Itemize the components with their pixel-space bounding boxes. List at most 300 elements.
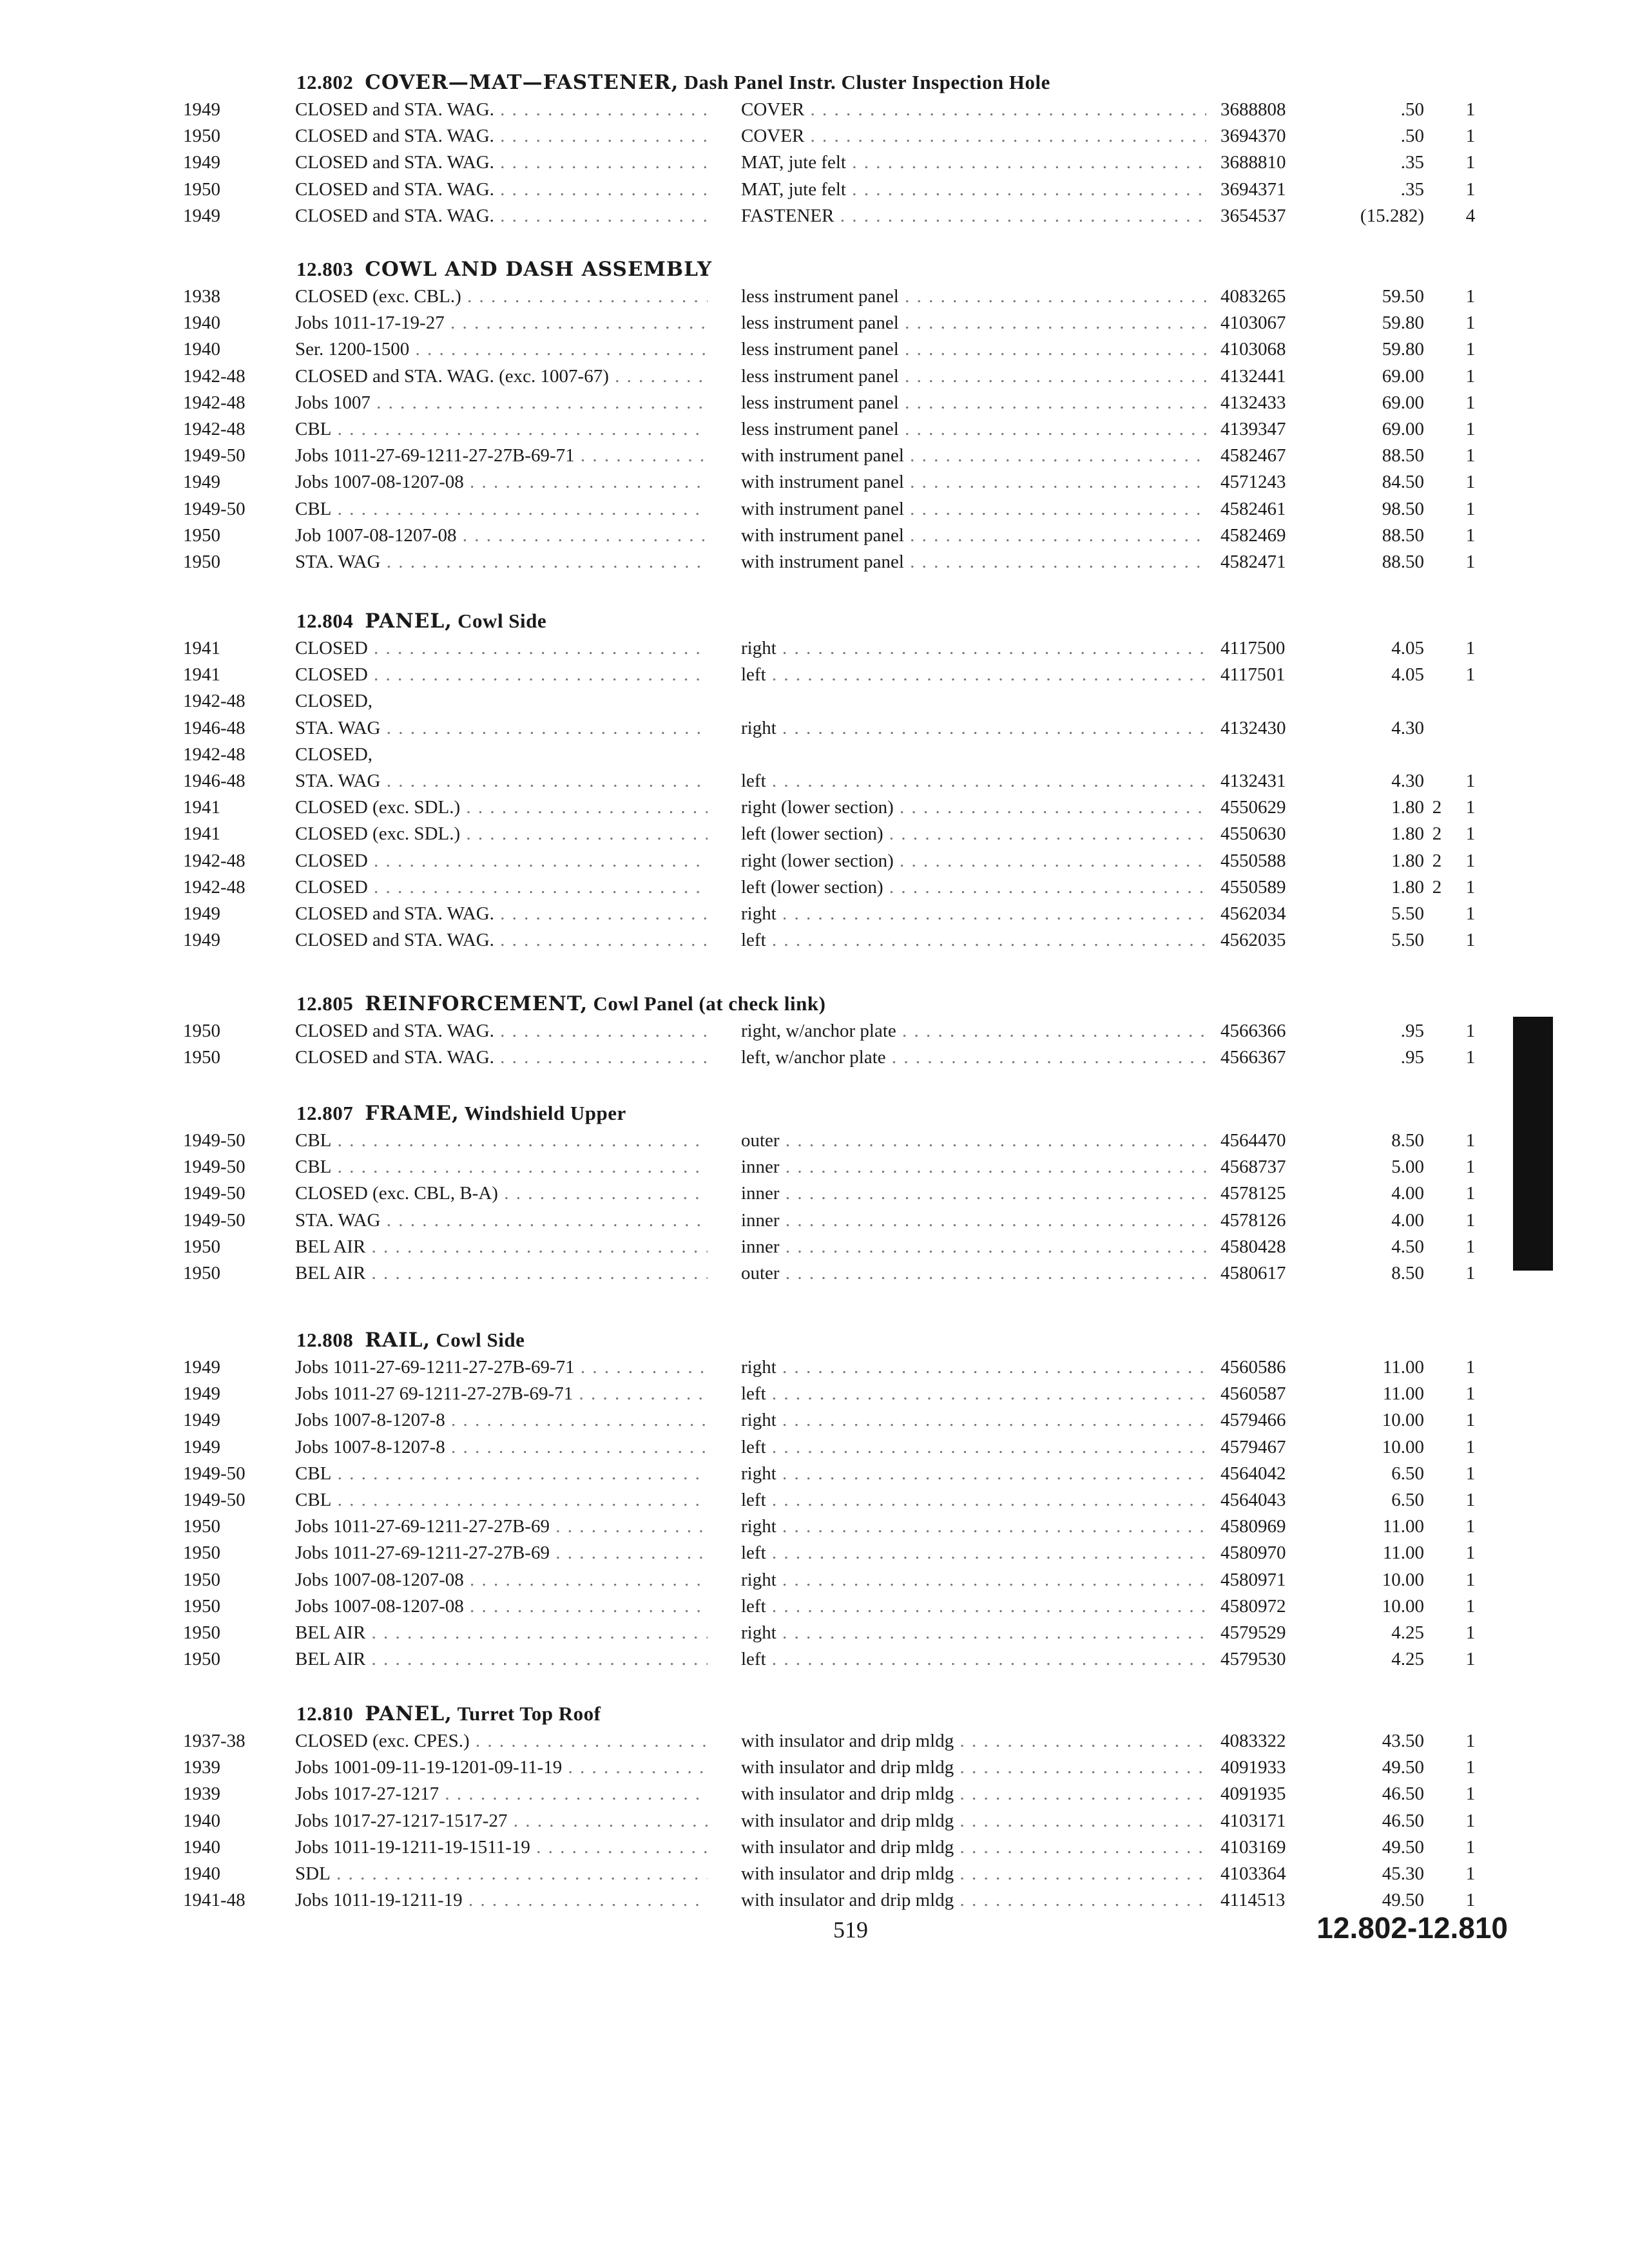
- list-price: 4.25: [1391, 1622, 1424, 1643]
- table-row: [0, 768, 1629, 794]
- quantity-group: [1425, 1487, 1449, 1514]
- part-number: 4564043: [1220, 1490, 1286, 1510]
- body-model: CLOSED and STA. WAG. . . .: [295, 927, 708, 954]
- quantity: 1: [1465, 1731, 1476, 1751]
- model-year: 1941: [183, 664, 220, 686]
- part-number: 4132441: [1220, 365, 1286, 387]
- quantity: 1: [1465, 1021, 1476, 1041]
- part-description: left . . .: [741, 662, 1206, 688]
- part-description: left (lower section) . . .: [741, 874, 1206, 901]
- quantity: 4: [1465, 205, 1476, 226]
- quantity: 1: [1465, 638, 1476, 658]
- table-row: [0, 1540, 1629, 1566]
- list-price: 11.00: [1382, 1542, 1424, 1564]
- quantity-group: 2: [1432, 797, 1442, 818]
- model-year: 1946-48: [183, 771, 246, 791]
- part-description: left . . .: [741, 1381, 1206, 1407]
- body-model: CLOSED (exc. CBL.) . . .: [295, 284, 708, 310]
- list-price: 69.00: [1382, 365, 1424, 387]
- quantity: 1: [1465, 365, 1476, 387]
- table-row: [0, 1646, 1629, 1673]
- part-description: with insulator and drip mldg . . .: [741, 1808, 1206, 1834]
- quantity: 1: [1465, 1569, 1476, 1590]
- list-price: 1.80: [1391, 850, 1424, 871]
- quantity: 1: [1465, 664, 1476, 686]
- part-number: 4564042: [1220, 1463, 1286, 1484]
- body-model: CLOSED and STA. WAG. . . .: [295, 177, 708, 203]
- body-model: Jobs 1011-27-69-1211-27-27B-69-71 . . .: [295, 443, 708, 469]
- list-price: 84.50: [1382, 472, 1424, 493]
- quantity: 1: [1465, 419, 1476, 439]
- quantity-group: [1425, 1781, 1449, 1807]
- body-model: CLOSED and STA. WAG. . . .: [295, 1018, 708, 1044]
- quantity-group: [1425, 149, 1449, 176]
- list-price: .35: [1400, 178, 1424, 200]
- model-year: 1941: [183, 638, 220, 658]
- list-price: 8.50: [1391, 1263, 1424, 1283]
- model-year: 1942-48: [183, 691, 246, 712]
- part-number: 4103171: [1220, 1810, 1286, 1831]
- table-row: [0, 336, 1629, 363]
- part-number: 4564470: [1220, 1130, 1286, 1151]
- part-number: 4578125: [1220, 1183, 1286, 1204]
- list-price: 46.50: [1382, 1810, 1424, 1831]
- model-year: 1937-38: [183, 1731, 246, 1751]
- part-description: inner . . .: [741, 1154, 1206, 1180]
- table-row: [0, 363, 1629, 390]
- list-price: 6.50: [1391, 1490, 1424, 1510]
- quantity-group: [1425, 390, 1449, 416]
- quantity-group: [1425, 1018, 1449, 1044]
- quantity: 1: [1465, 286, 1476, 307]
- part-description: right . . .: [741, 1461, 1206, 1487]
- body-model: Jobs 1011-17-19-27 . . .: [295, 310, 708, 336]
- part-description: left, w/anchor plate . . .: [741, 1044, 1206, 1071]
- body-model: CLOSED (exc. CBL, B-A) . . .: [295, 1180, 708, 1207]
- model-year: 1949: [183, 205, 220, 226]
- list-price: 8.50: [1391, 1130, 1424, 1151]
- quantity-group: [1425, 1540, 1449, 1566]
- body-model: Jobs 1007-08-1207-08 . . .: [295, 469, 708, 495]
- section-number: 12.804: [296, 610, 354, 632]
- part-number: 3694371: [1220, 178, 1286, 200]
- part-description: right, w/anchor plate . . .: [741, 1018, 1206, 1044]
- body-model: Jobs 1011-27 69-1211-27-27B-69-71 . . .: [295, 1381, 708, 1407]
- table-row: [0, 1381, 1629, 1407]
- part-number: 4083265: [1220, 286, 1286, 307]
- table-row: [0, 1620, 1629, 1646]
- quantity: 1: [1465, 1157, 1476, 1178]
- part-number: 4580972: [1220, 1595, 1286, 1617]
- table-row: [0, 1018, 1629, 1044]
- part-number: 4103068: [1220, 339, 1286, 360]
- table-row: [0, 1180, 1629, 1207]
- quantity-group: [1425, 1381, 1449, 1407]
- body-model: CLOSED . . .: [295, 635, 708, 662]
- part-description: right (lower section) . . .: [741, 848, 1206, 874]
- model-year: 1938: [183, 286, 220, 307]
- quantity: 1: [1465, 850, 1476, 871]
- section-title: REINFORCEMENT,: [365, 992, 588, 1015]
- quantity-group: [1425, 1646, 1449, 1673]
- table-row: [0, 1808, 1629, 1834]
- body-model: CLOSED . . .: [295, 874, 708, 901]
- list-price: [1327, 688, 1424, 715]
- model-year: 1949: [183, 903, 220, 924]
- model-year: 1950: [183, 1595, 220, 1617]
- section-range: 12.802-12.810: [1316, 1911, 1508, 1945]
- part-number: 4579466: [1220, 1410, 1286, 1431]
- part-number: 4550630: [1220, 823, 1286, 845]
- quantity: 1: [1465, 1209, 1476, 1231]
- part-number: 4579467: [1220, 1436, 1286, 1457]
- quantity: 1: [1465, 1463, 1476, 1484]
- list-price: 59.80: [1382, 339, 1424, 360]
- list-price: 49.50: [1382, 1757, 1424, 1778]
- section-number: 12.807: [296, 1102, 354, 1124]
- list-price: 43.50: [1382, 1731, 1424, 1751]
- body-model: Jobs 1007-08-1207-08 . . .: [295, 1593, 708, 1620]
- model-year: 1949-50: [183, 1157, 246, 1178]
- list-price: [1327, 742, 1424, 768]
- list-price: 45.30: [1382, 1863, 1424, 1884]
- part-description: less instrument panel . . .: [741, 336, 1206, 363]
- quantity: 1: [1465, 903, 1476, 924]
- quantity: 1: [1465, 1490, 1476, 1510]
- quantity-group: [1425, 1808, 1449, 1834]
- quantity-group: [1425, 1234, 1449, 1260]
- quantity: 1: [1465, 1383, 1476, 1405]
- quantity-group: [1425, 688, 1449, 715]
- list-price: 4.00: [1391, 1183, 1424, 1204]
- body-model: Ser. 1200-1500 . . .: [295, 336, 708, 363]
- model-year: 1946-48: [183, 717, 246, 738]
- quantity: 1: [1465, 797, 1476, 818]
- body-model: CBL . . .: [295, 496, 708, 523]
- part-number: 3688810: [1220, 152, 1286, 173]
- quantity: 1: [1465, 1622, 1476, 1643]
- model-year: 1949-50: [183, 498, 246, 519]
- list-price: 88.50: [1382, 524, 1424, 546]
- part-number: 4132431: [1220, 771, 1286, 791]
- table-row: [0, 1567, 1629, 1593]
- list-price: 4.50: [1391, 1236, 1424, 1257]
- quantity-group: 2: [1432, 850, 1442, 871]
- table-row: [0, 1834, 1629, 1861]
- body-model: CBL . . .: [295, 1487, 708, 1514]
- list-price: 5.00: [1391, 1157, 1424, 1178]
- part-number: 4103067: [1220, 312, 1286, 334]
- table-row: [0, 1128, 1629, 1154]
- section-subtitle: Cowl Side: [458, 610, 547, 632]
- table-row: [0, 203, 1629, 229]
- part-description: right . . .: [741, 1620, 1206, 1646]
- body-model: Jobs 1017-27-1217 . . .: [295, 1781, 708, 1807]
- part-description: FASTENER . . .: [741, 203, 1206, 229]
- model-year: 1949-50: [183, 1130, 246, 1151]
- quantity: 1: [1465, 445, 1476, 466]
- list-price: 4.25: [1391, 1649, 1424, 1670]
- part-description: with insulator and drip mldg . . .: [741, 1781, 1206, 1807]
- part-number: 4580970: [1220, 1542, 1286, 1564]
- list-price: 1.80: [1391, 797, 1424, 818]
- table-row: [0, 1861, 1629, 1887]
- table-row: [0, 1354, 1629, 1381]
- quantity-group: [1425, 635, 1449, 662]
- model-year: 1949-50: [183, 445, 246, 466]
- part-description: right . . .: [741, 635, 1206, 662]
- section-title: RAIL,: [365, 1329, 431, 1352]
- part-number: 4579530: [1220, 1649, 1286, 1670]
- model-year: 1940: [183, 1863, 220, 1884]
- part-description: with insulator and drip mldg . . .: [741, 1861, 1206, 1887]
- part-description: left . . .: [741, 1487, 1206, 1514]
- model-year: 1950: [183, 524, 220, 546]
- table-row: [0, 1044, 1629, 1071]
- quantity-group: [1425, 549, 1449, 575]
- model-year: 1942-48: [183, 392, 246, 413]
- quantity-group: [1425, 203, 1449, 229]
- table-row: [0, 848, 1629, 874]
- table-row: [0, 549, 1629, 575]
- table-row: [0, 1514, 1629, 1540]
- part-description: with instrument panel . . .: [741, 469, 1206, 495]
- part-number: 4566366: [1220, 1021, 1286, 1041]
- table-row: [0, 1234, 1629, 1260]
- list-price: 6.50: [1391, 1463, 1424, 1484]
- quantity-group: [1425, 123, 1449, 149]
- part-number: 4562034: [1220, 903, 1286, 924]
- part-number: [1220, 688, 1330, 715]
- part-description: with insulator and drip mldg . . .: [741, 1834, 1206, 1861]
- list-price: 10.00: [1382, 1436, 1424, 1457]
- model-year: 1939: [183, 1757, 220, 1778]
- table-row: [0, 284, 1629, 310]
- quantity: 1: [1465, 1263, 1476, 1283]
- part-number: 4550588: [1220, 850, 1286, 871]
- table-row: [0, 821, 1629, 847]
- table-row: [0, 662, 1629, 688]
- body-model: Jobs 1007 . . .: [295, 390, 708, 416]
- list-price: 5.50: [1391, 903, 1424, 924]
- list-price: .35: [1400, 152, 1424, 173]
- body-model: CLOSED . . .: [295, 662, 708, 688]
- body-model: STA. WAG . . .: [295, 768, 708, 794]
- body-model: STA. WAG . . .: [295, 715, 708, 742]
- quantity: [1459, 742, 1482, 768]
- table-row: [0, 1260, 1629, 1287]
- quantity: 1: [1465, 771, 1476, 791]
- list-price: 49.50: [1382, 1836, 1424, 1858]
- quantity-group: [1425, 443, 1449, 469]
- part-number: 4550589: [1220, 876, 1286, 898]
- list-price: 1.80: [1391, 823, 1424, 845]
- quantity: 1: [1465, 99, 1476, 120]
- quantity-group: [1425, 1128, 1449, 1154]
- quantity-group: [1425, 1620, 1449, 1646]
- list-price: 11.00: [1382, 1357, 1424, 1378]
- part-number: 3654537: [1220, 205, 1286, 226]
- list-price: 98.50: [1382, 498, 1424, 519]
- body-model: CBL . . .: [295, 1128, 708, 1154]
- part-description: left . . .: [741, 1540, 1206, 1566]
- body-model: Jobs 1007-08-1207-08 . . .: [295, 1567, 708, 1593]
- body-model: CBL . . .: [295, 416, 708, 443]
- list-price: 59.80: [1382, 312, 1424, 334]
- table-row: [0, 1461, 1629, 1487]
- body-model: CLOSED and STA. WAG. (exc. 1007-67) . . .: [295, 363, 708, 390]
- body-model: Jobs 1007-8-1207-8 . . .: [295, 1434, 708, 1461]
- model-year: 1950: [183, 1622, 220, 1643]
- list-price: 10.00: [1382, 1569, 1424, 1590]
- list-price: 11.00: [1382, 1516, 1424, 1537]
- list-price: (15.282): [1360, 205, 1424, 226]
- body-model: CLOSED (exc. SDL.) . . .: [295, 794, 708, 821]
- quantity: 1: [1465, 1236, 1476, 1257]
- section-subtitle: Dash Panel Instr. Cluster Inspection Hole: [684, 71, 1050, 93]
- model-year: 1950: [183, 126, 220, 147]
- part-description: left . . .: [741, 927, 1206, 954]
- quantity-group: [1425, 1207, 1449, 1234]
- part-number: 4114513: [1220, 1890, 1286, 1911]
- quantity-group: [1425, 1728, 1449, 1754]
- list-price: 69.00: [1382, 392, 1424, 413]
- section-subtitle: Cowl Panel (at check link): [593, 992, 826, 1015]
- model-year: 1949-50: [183, 1209, 246, 1231]
- model-year: 1941-48: [183, 1890, 246, 1911]
- part-description: less instrument panel . . .: [741, 416, 1206, 443]
- model-year: 1949: [183, 1436, 220, 1457]
- model-year: 1950: [183, 178, 220, 200]
- part-number: 4091935: [1220, 1783, 1286, 1805]
- body-model: BEL AIR . . .: [295, 1646, 708, 1673]
- body-model: Jobs 1007-8-1207-8 . . .: [295, 1407, 708, 1434]
- part-description: outer . . .: [741, 1128, 1206, 1154]
- part-description: with insulator and drip mldg . . .: [741, 1728, 1206, 1754]
- part-number: 4580969: [1220, 1516, 1286, 1537]
- part-description: MAT, jute felt . . .: [741, 177, 1206, 203]
- table-row: [0, 149, 1629, 176]
- part-number: 4578126: [1220, 1209, 1286, 1231]
- model-year: 1950: [183, 1516, 220, 1537]
- section-title: COVER—MAT—FASTENER,: [365, 71, 679, 94]
- part-description: right . . .: [741, 715, 1206, 742]
- body-model: CLOSED,: [295, 744, 373, 765]
- part-number: 4582469: [1220, 524, 1286, 546]
- thumb-index-tab: [1513, 1017, 1553, 1271]
- quantity-group: [1425, 310, 1449, 336]
- list-price: .50: [1400, 99, 1424, 120]
- quantity-group: [1425, 1461, 1449, 1487]
- quantity: 1: [1465, 1595, 1476, 1617]
- part-description: left . . .: [741, 768, 1206, 794]
- model-year: 1949: [183, 1410, 220, 1431]
- part-number: 4560587: [1220, 1383, 1286, 1405]
- part-number: 3694370: [1220, 126, 1286, 147]
- table-row: [0, 177, 1629, 203]
- quantity: 1: [1465, 312, 1476, 334]
- part-description: less instrument panel . . .: [741, 284, 1206, 310]
- section-title: PANEL,: [365, 1702, 452, 1725]
- model-year: 1942-48: [183, 419, 246, 439]
- model-year: 1949-50: [183, 1490, 246, 1510]
- quantity: 1: [1465, 930, 1476, 951]
- list-price: 4.30: [1391, 717, 1424, 738]
- list-price: 5.50: [1391, 930, 1424, 951]
- body-model: CLOSED and STA. WAG. . . .: [295, 901, 708, 927]
- quantity: 1: [1465, 552, 1476, 572]
- list-price: .50: [1400, 126, 1424, 147]
- table-row: [0, 1207, 1629, 1234]
- table-row: [0, 742, 1629, 768]
- part-description: right (lower section) . . .: [741, 794, 1206, 821]
- body-model: SDL . . .: [295, 1861, 708, 1887]
- section-title: PANEL,: [365, 610, 452, 633]
- model-year: 1950: [183, 1047, 220, 1068]
- part-description: [741, 742, 1206, 768]
- part-description: left . . .: [741, 1434, 1206, 1461]
- body-model: CLOSED (exc. CPES.) . . .: [295, 1728, 708, 1754]
- part-number: 4562035: [1220, 930, 1286, 951]
- quantity-group: [1425, 469, 1449, 495]
- part-description: with insulator and drip mldg . . .: [741, 1754, 1206, 1781]
- model-year: 1950: [183, 1236, 220, 1257]
- part-number: [1220, 742, 1330, 768]
- quantity: 1: [1465, 1783, 1476, 1805]
- part-number: 4571243: [1220, 472, 1286, 493]
- part-number: 3688808: [1220, 99, 1286, 120]
- list-price: 69.00: [1382, 419, 1424, 439]
- body-model: CLOSED and STA. WAG. . . .: [295, 123, 708, 149]
- model-year: 1940: [183, 1836, 220, 1858]
- table-row: [0, 469, 1629, 495]
- list-price: 88.50: [1382, 552, 1424, 572]
- table-row: [0, 1754, 1629, 1781]
- part-number: 4139347: [1220, 419, 1286, 439]
- quantity: 1: [1465, 339, 1476, 360]
- body-model: Jobs 1011-27-69-1211-27-27B-69-71 . . .: [295, 1354, 708, 1381]
- list-price: 4.05: [1391, 638, 1424, 658]
- table-row: [0, 901, 1629, 927]
- section-subtitle: Turret Top Roof: [457, 1702, 601, 1725]
- model-year: 1950: [183, 1021, 220, 1041]
- table-row: [0, 523, 1629, 549]
- part-description: less instrument panel . . .: [741, 390, 1206, 416]
- model-year: 1941: [183, 823, 220, 845]
- table-row: [0, 496, 1629, 523]
- part-description: MAT, jute felt . . .: [741, 149, 1206, 176]
- part-description: less instrument panel . . .: [741, 310, 1206, 336]
- model-year: 1949: [183, 1383, 220, 1405]
- quantity-group: [1425, 1754, 1449, 1781]
- body-model: BEL AIR . . .: [295, 1260, 708, 1287]
- section-number: 12.805: [296, 992, 354, 1015]
- quantity-group: [1425, 1567, 1449, 1593]
- body-model: Jobs 1001-09-11-19-1201-09-11-19 . . .: [295, 1754, 708, 1781]
- model-year: 1950: [183, 1263, 220, 1283]
- quantity-group: [1425, 1593, 1449, 1620]
- page-number: 519: [833, 1917, 868, 1943]
- list-price: 4.30: [1391, 771, 1424, 791]
- model-year: 1942-48: [183, 876, 246, 898]
- part-number: 4580971: [1220, 1569, 1286, 1590]
- body-model: Jobs 1011-19-1211-19 . . .: [295, 1887, 708, 1914]
- quantity: 1: [1465, 1757, 1476, 1778]
- body-model: CLOSED (exc. SDL.) . . .: [295, 821, 708, 847]
- part-description: inner . . .: [741, 1234, 1206, 1260]
- body-model: BEL AIR . . .: [295, 1234, 708, 1260]
- quantity: [1459, 715, 1482, 742]
